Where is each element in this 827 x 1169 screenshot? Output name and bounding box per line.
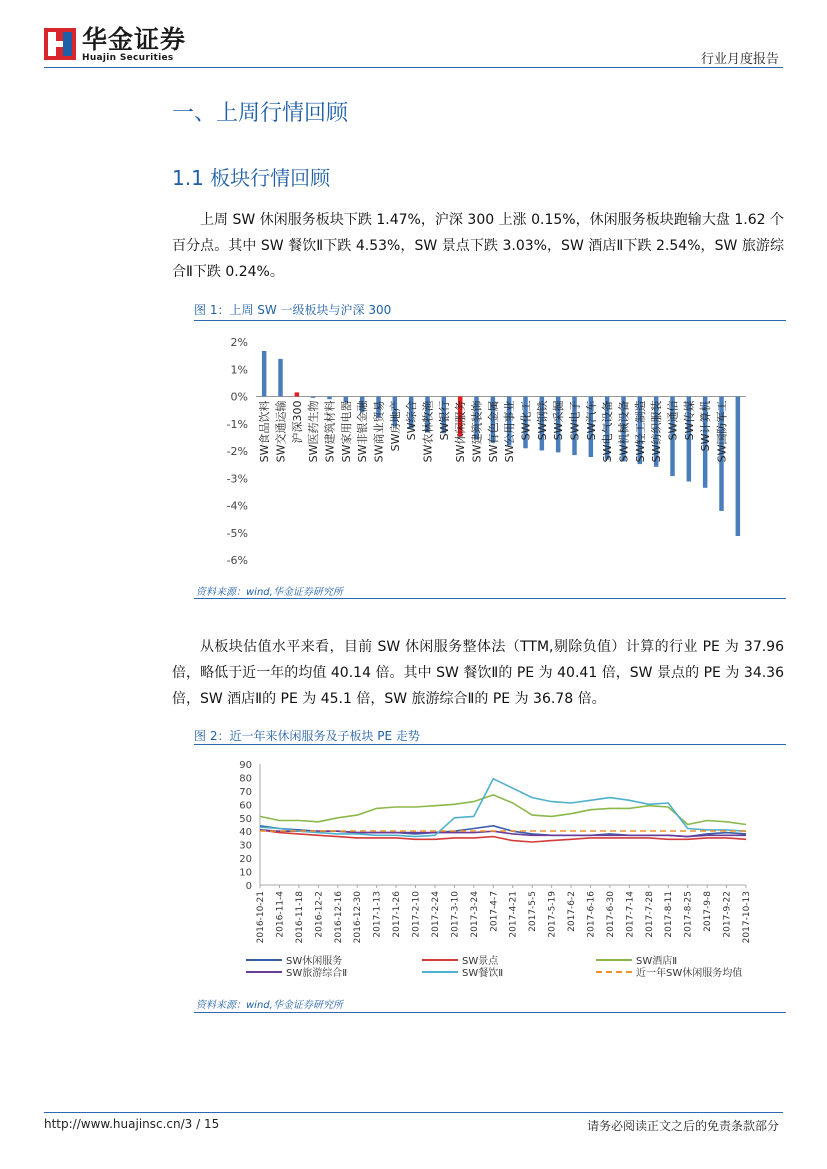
logo-english-name: Huajin Securities [82, 53, 174, 63]
x-tick-label: SW农林牧渔 [421, 400, 435, 463]
legend-label: SW景点 [462, 956, 499, 967]
x-tick-label: SW传媒 [682, 400, 696, 441]
x-tick-label: 2017-8-25 [683, 891, 694, 938]
y-tick-label: 0% [230, 390, 248, 404]
x-tick-label: 2016-11-18 [294, 891, 305, 944]
y-tick-label: 80 [239, 773, 252, 785]
x-tick-label: 2017-3-10 [450, 891, 461, 938]
bar [311, 397, 316, 398]
legend-item-sw-tourism [246, 964, 347, 979]
figure-1-bar-chart [194, 324, 786, 574]
x-tick-label: 2017-7-28 [644, 891, 655, 938]
x-tick-label: 2017-9-22 [722, 891, 733, 938]
y-tick-label: -3% [226, 472, 248, 486]
header-divider [44, 67, 783, 68]
legend-label: SW酒店Ⅱ [636, 956, 678, 967]
x-tick-label: SW电气设备 [601, 400, 615, 463]
x-tick-label: SW休闲服务 [454, 400, 468, 463]
bar [262, 351, 267, 397]
x-tick-label: 2017-7-14 [625, 891, 636, 938]
x-tick-label: SW商业贸易 [372, 400, 386, 463]
x-tick-label: SW建筑装饰 [470, 400, 484, 463]
x-tick-label: SW化工 [519, 400, 533, 441]
x-tick-label: 2017-3-24 [469, 891, 480, 938]
y-tick-label: -2% [226, 445, 248, 458]
y-tick-label: -5% [226, 526, 248, 540]
x-tick-label: SW电子 [568, 400, 582, 441]
x-tick-label: 2017-5-5 [528, 891, 539, 932]
figure-1-top-rule [194, 320, 786, 321]
x-tick-label: SW机械设备 [617, 400, 631, 463]
x-tick-label: SW家用电器 [339, 400, 353, 463]
x-tick-label: SW公用事业 [503, 400, 517, 463]
section-1-title: 一、上周行情回顾 [172, 101, 349, 126]
footer-disclaimer: 请务必阅读正文之后的免责条款部分 [586, 1119, 779, 1133]
y-tick-label: -1% [226, 417, 248, 431]
legend-item-sw-catering [422, 964, 503, 979]
x-tick-label: SW钢铁 [535, 400, 549, 441]
y-tick-label: -6% [226, 554, 248, 567]
bar [327, 397, 332, 400]
y-tick-label: 20 [239, 854, 252, 866]
x-tick-label: 2017-1-13 [372, 891, 383, 938]
logo-chinese-name: 华金证券 [82, 25, 187, 54]
figure-1-source: 资料来源：wind,华金证券研究所 [196, 587, 343, 598]
x-tick-label: SW计算机 [699, 400, 713, 452]
x-tick-label: 2016-11-4 [275, 891, 286, 938]
y-tick-label: 60 [239, 800, 252, 812]
footer-divider [44, 1112, 783, 1113]
huajin-logo-icon [44, 28, 76, 60]
section-1-1-title: 1.1 板块行情回顾 [172, 166, 331, 190]
x-tick-label: 2017-5-19 [547, 891, 558, 938]
legend-label: SW餐饮Ⅱ [462, 968, 504, 979]
x-tick-label: 2017-9-8 [703, 891, 714, 932]
x-tick-label: SW通信 [666, 400, 680, 441]
x-tick-label: 2017-1-26 [392, 891, 403, 938]
x-tick-label: 2017-4-7 [489, 891, 500, 932]
x-tick-label: 2017-2-24 [430, 891, 441, 938]
x-tick-label: 2017-2-10 [411, 891, 422, 938]
legend-swatch [246, 971, 282, 973]
legend-label: SW旅游综合Ⅱ [286, 968, 348, 979]
figure-2-top-rule [194, 744, 786, 745]
bar [295, 392, 300, 396]
x-tick-label: SW非银金融 [356, 400, 370, 463]
x-tick-label: 2017-4-21 [508, 891, 519, 938]
x-tick-label: SW国防军工 [715, 400, 729, 463]
bar [278, 359, 283, 397]
legend-label: SW休闲服务 [286, 956, 343, 967]
figure-2-source: 资料来源：wind,华金证券研究所 [196, 1000, 343, 1011]
figure-1-title: 图 1：上周 SW 一级板块与沪深 300 [194, 303, 392, 317]
x-tick-label: SW医药生物 [307, 400, 321, 463]
x-tick-label: 2017-10-13 [742, 891, 752, 944]
y-tick-label: 50 [239, 813, 252, 825]
x-tick-label: 2016-12-16 [333, 891, 344, 944]
x-tick-label: SW建筑材料 [323, 400, 337, 463]
figure-2-title: 图 2：近一年来休闲服务及子板块 PE 走势 [194, 729, 420, 743]
y-tick-label: 90 [239, 760, 252, 771]
x-tick-label: 2016-10-21 [256, 891, 266, 944]
x-tick-label: 2017-6-30 [605, 891, 616, 938]
paragraph-market-review: 上周 SW 休闲服务板块下跌 1.47%，沪深 300 上涨 0.15%，休闲服务板块跑输大盘 1.62 个百分点。其中 SW 餐饮Ⅱ下跌 4.53%，SW 景点下跌 3.03%，SW 酒店Ⅱ下跌 2.54%，SW 旅游综合Ⅱ下跌 0.24%。 [172, 212, 784, 280]
figure-2-line-chart [194, 748, 786, 944]
bar [736, 397, 741, 537]
legend-swatch [246, 959, 282, 961]
x-tick-label: SW采掘 [552, 400, 566, 441]
x-tick-label: SW有色金属 [486, 400, 500, 463]
x-tick-label: 2016-12-30 [353, 891, 364, 944]
x-tick-label: SW食品饮料 [258, 400, 272, 463]
x-tick-label: SW轻工制造 [633, 400, 647, 463]
y-tick-label: 70 [239, 786, 252, 798]
y-tick-label: 2% [230, 336, 248, 349]
figure-2-bottom-rule [194, 1012, 786, 1013]
y-tick-label: -4% [226, 499, 248, 513]
legend-item-annual-mean [596, 964, 742, 979]
x-tick-label: 2017-8-11 [664, 891, 675, 938]
legend-label: 近一年SW休闲服务均值 [636, 968, 743, 979]
legend-swatch [596, 971, 632, 973]
x-tick-label: SW银行 [437, 400, 451, 441]
x-tick-label: 2017-6-2 [567, 891, 578, 932]
figure-1-bottom-rule [194, 598, 786, 599]
report-type: 行业月度报告 [700, 52, 779, 67]
legend-swatch [596, 959, 632, 961]
y-tick-label: 40 [239, 827, 252, 839]
x-tick-label: 沪深300 [290, 400, 304, 444]
x-tick-label: 2016-12-2 [314, 891, 325, 938]
y-tick-label: 10 [239, 867, 252, 879]
footer-url-page: http://www.huajinsc.cn/3 / 15 [44, 1117, 220, 1131]
x-tick-label: SW房地产 [388, 400, 402, 452]
x-tick-label: SW纺织服装 [650, 400, 664, 463]
x-tick-label: SW汽车 [584, 400, 598, 441]
x-tick-label: SW综合 [405, 400, 419, 441]
legend-swatch [422, 959, 458, 961]
paragraph-valuation: 从板块估值水平来看，目前 SW 休闲服务整体法（TTM,剔除负值）计算的行业 PE 为 37.96 倍，略低于近一年的均值 40.14 倍。其中 SW 餐饮Ⅱ的 PE 为 40.41 倍，SW 景点的 PE 为 34.36 倍，SW 酒店Ⅱ的 PE 为 45.1 倍，SW 旅游综合Ⅱ的 PE 为 36.78 倍。 [172, 639, 784, 707]
x-tick-label: 2017-6-16 [586, 891, 597, 938]
y-tick-label: 30 [239, 840, 252, 852]
y-tick-label: 0 [245, 881, 252, 892]
y-tick-label: 1% [230, 363, 248, 377]
legend-swatch [422, 971, 458, 973]
x-tick-label: SW交通运输 [274, 400, 288, 463]
